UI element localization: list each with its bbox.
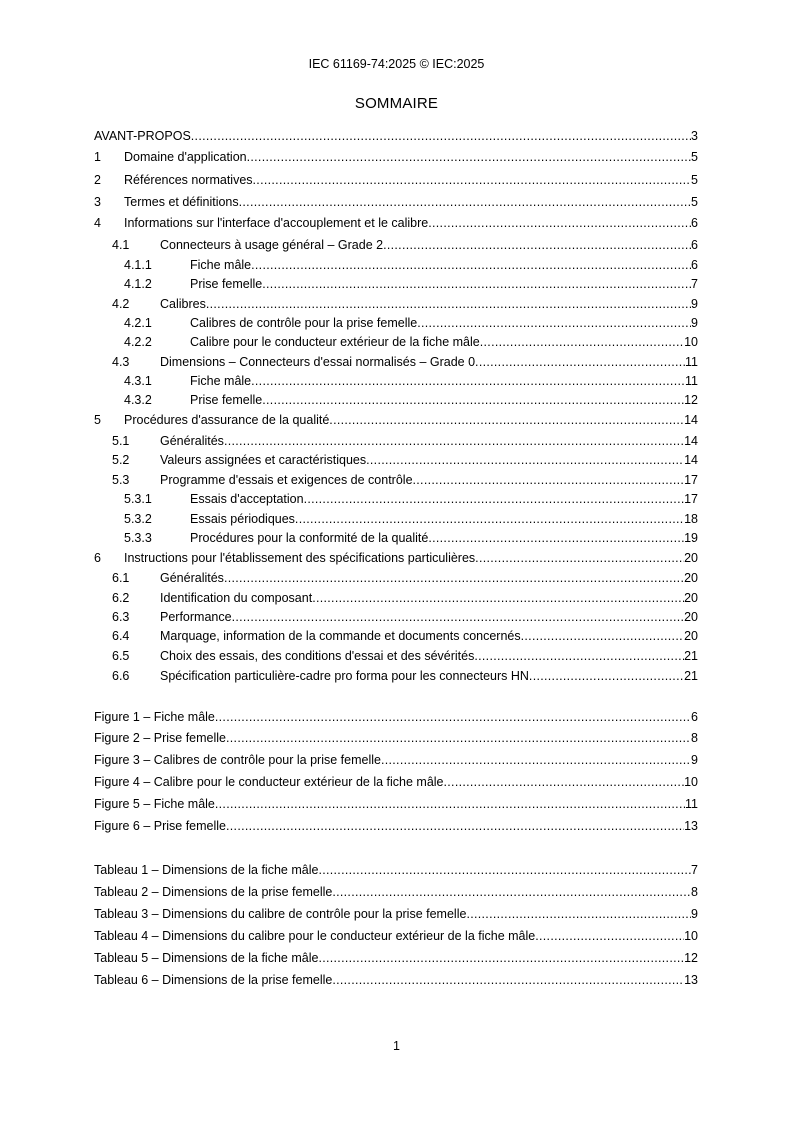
toc-entry-number: 5.3.3	[124, 531, 152, 545]
toc-entry-label: Termes et définitions	[124, 195, 239, 209]
dot-leader	[383, 237, 691, 253]
toc-entry-label: Fiche mâle	[190, 374, 252, 388]
toc-entry-number: 6.3	[112, 610, 130, 624]
toc-entry-page: 11	[685, 355, 698, 369]
toc-entry-page: 7	[691, 863, 698, 877]
toc-entry-page: 9	[691, 907, 698, 921]
toc-entry-label: Connecteurs à usage général – Grade 2	[160, 238, 384, 252]
toc-entry-number: 6.6	[112, 669, 130, 683]
dot-leader	[329, 412, 684, 428]
toc-entry-number: 4.2.1	[124, 316, 152, 330]
toc-entry-label: Informations sur l'interface d'accouplement et le calibre	[124, 216, 429, 230]
toc-entry-page: 10	[684, 775, 698, 789]
toc-entry[interactable]	[94, 884, 698, 900]
dot-leader	[191, 128, 691, 144]
dot-leader	[224, 433, 684, 449]
toc-entry-page: 10	[684, 335, 698, 349]
toc-entry[interactable]	[94, 928, 698, 944]
toc-entry-page: 11	[685, 797, 698, 811]
toc-entry[interactable]	[94, 257, 698, 273]
toc-entry-number: 4	[94, 216, 101, 230]
toc-entry-number: 4.3.1	[124, 374, 152, 388]
toc-entry-label: Performance	[160, 610, 232, 624]
dot-leader	[475, 550, 684, 566]
toc-entry-page: 9	[691, 316, 698, 330]
toc-entry-page: 20	[684, 629, 698, 643]
toc-entry-label: Valeurs assignées et caractéristiques	[160, 453, 367, 467]
toc-entry-label: Tableau 2 – Dimensions de la prise femelle	[94, 885, 333, 899]
toc-entry-label: Procédures d'assurance de la qualité	[124, 413, 330, 427]
dot-leader	[262, 392, 684, 408]
toc-entry-number: 1	[94, 150, 101, 164]
toc-entry-number: 4.1.1	[124, 258, 152, 272]
toc-entry[interactable]	[94, 511, 698, 527]
toc-entry-page: 10	[684, 929, 698, 943]
toc-entry[interactable]	[94, 668, 698, 684]
dot-leader	[466, 906, 691, 922]
dot-leader	[247, 149, 691, 165]
toc-entry-label: Calibres	[160, 297, 206, 311]
toc-entry-label: Tableau 4 – Dimensions du calibre pour le conducteur extérieur de la fiche mâle	[94, 929, 536, 943]
toc-entry-label: Identification du composant	[160, 591, 313, 605]
toc-entry-page: 5	[691, 195, 698, 209]
dot-leader	[332, 972, 684, 988]
toc-entry-label: Généralités	[160, 571, 224, 585]
toc-entry[interactable]	[94, 530, 698, 546]
toc-entry[interactable]	[94, 862, 698, 878]
dot-leader	[521, 628, 684, 644]
toc-entry[interactable]	[94, 433, 698, 449]
toc-entry-label: AVANT-PROPOS	[94, 129, 191, 143]
toc-entry-number: 4.1.2	[124, 277, 152, 291]
toc-entry[interactable]	[94, 550, 698, 566]
toc-entry[interactable]	[94, 194, 698, 210]
toc-entry[interactable]	[94, 818, 698, 834]
toc-entry[interactable]	[94, 491, 698, 507]
toc-entry[interactable]	[94, 276, 698, 292]
dot-leader	[366, 452, 684, 468]
toc-entry-label: Marquage, information de la commande et documents concernés	[160, 629, 521, 643]
toc-entry-number: 6.4	[112, 629, 130, 643]
toc-entry[interactable]	[94, 609, 698, 625]
toc-entry-label: Références normatives	[124, 173, 253, 187]
toc-entry-label: Tableau 3 – Dimensions du calibre de contrôle pour la prise femelle	[94, 907, 467, 921]
document-header: IEC 61169-74:2025 © IEC:2025	[308, 57, 485, 71]
toc-entry-page: 8	[691, 731, 698, 745]
toc-entry-label: Généralités	[160, 434, 224, 448]
toc-entry-number: 6	[94, 551, 101, 565]
toc-entry-label: Figure 2 – Prise femelle	[94, 731, 227, 745]
toc-entry[interactable]	[94, 215, 698, 231]
toc-entry-page: 19	[684, 531, 698, 545]
toc-entry-number: 6.1	[112, 571, 130, 585]
toc-entry-page: 17	[684, 492, 698, 506]
toc-entry-label: Tableau 6 – Dimensions de la prise femelle	[94, 973, 333, 987]
toc-entry-page: 6	[691, 710, 698, 724]
toc-entry-label: Calibre pour le conducteur extérieur de la fiche mâle	[190, 335, 480, 349]
toc-entry-label: Spécification particulière-cadre pro forma pour les connecteurs HN	[160, 669, 529, 683]
dot-leader	[312, 590, 684, 606]
toc-entry-page: 5	[691, 173, 698, 187]
toc-entry-page: 21	[684, 649, 698, 663]
dot-leader	[295, 511, 684, 527]
toc-entry[interactable]	[94, 452, 698, 468]
toc-entry-page: 6	[691, 216, 698, 230]
page-number: 1	[393, 1039, 400, 1053]
toc-entry-number: 4.3	[112, 355, 130, 369]
toc-entry-number: 4.2.2	[124, 335, 152, 349]
toc-entry-page: 20	[684, 610, 698, 624]
dot-leader	[444, 774, 685, 790]
dot-leader	[226, 818, 684, 834]
toc-entry-page: 12	[684, 951, 698, 965]
toc-entry-label: Figure 4 – Calibre pour le conducteur extérieur de la fiche mâle	[94, 775, 444, 789]
dot-leader	[304, 491, 685, 507]
dot-leader	[215, 709, 691, 725]
dot-leader	[224, 570, 684, 586]
dot-leader	[318, 862, 691, 878]
toc-entry-page: 6	[691, 238, 698, 252]
toc-entry-label: Domaine d'application	[124, 150, 247, 164]
toc-entry[interactable]	[94, 472, 698, 488]
toc-entry-page: 11	[685, 374, 698, 388]
page-title: SOMMAIRE	[354, 95, 439, 112]
toc-entry[interactable]	[94, 128, 698, 144]
dot-leader	[215, 796, 685, 812]
toc-entry-label: Calibres de contrôle pour la prise femelle	[190, 316, 418, 330]
dot-leader	[232, 609, 685, 625]
toc-entry-number: 5.3.2	[124, 512, 152, 526]
toc-entry[interactable]	[94, 237, 698, 253]
toc-entry-label: Prise femelle	[190, 277, 263, 291]
toc-entry-number: 5.2	[112, 453, 130, 467]
toc-entry-page: 20	[684, 551, 698, 565]
toc-entry-page: 21	[684, 669, 698, 683]
toc-entry-page: 17	[684, 473, 698, 487]
dot-leader	[206, 296, 691, 312]
dot-leader	[226, 730, 691, 746]
toc-entry-label: Instructions pour l'établissement des spécifications particulières	[124, 551, 476, 565]
toc-entry-label: Prise femelle	[190, 393, 263, 407]
toc-entry[interactable]	[94, 730, 698, 746]
toc-entry[interactable]	[94, 709, 698, 725]
toc-entry-label: Choix des essais, des conditions d'essai et des sévérités	[160, 649, 475, 663]
toc-entry-page: 13	[684, 973, 698, 987]
toc-entry-label: Figure 1 – Fiche mâle	[94, 710, 215, 724]
toc-entry-number: 5	[94, 413, 101, 427]
toc-entry[interactable]	[94, 354, 698, 370]
dot-leader	[381, 752, 691, 768]
dot-leader	[251, 373, 685, 389]
toc-entry-label: Tableau 1 – Dimensions de la fiche mâle	[94, 863, 319, 877]
toc-entry-page: 14	[684, 434, 698, 448]
toc-entry-page: 12	[684, 393, 698, 407]
toc-entry-number: 6.2	[112, 591, 130, 605]
toc-entry-page: 20	[684, 591, 698, 605]
toc-entry-page: 14	[684, 453, 698, 467]
dot-leader	[480, 334, 684, 350]
dot-leader	[413, 472, 685, 488]
toc-entry[interactable]	[94, 412, 698, 428]
toc-entry-label: Essais périodiques	[190, 512, 295, 526]
toc-entry-number: 5.3	[112, 473, 130, 487]
toc-entry[interactable]	[94, 315, 698, 331]
toc-entry-label: Procédures pour la conformité de la qualité	[190, 531, 429, 545]
toc-entry[interactable]	[94, 373, 698, 389]
dot-leader	[318, 950, 684, 966]
toc-entry-number: 4.1	[112, 238, 130, 252]
toc-entry-number: 5.1	[112, 434, 130, 448]
dot-leader	[239, 194, 691, 210]
dot-leader	[475, 354, 685, 370]
dot-leader	[428, 530, 684, 546]
toc-entry-label: Figure 3 – Calibres de contrôle pour la prise femelle	[94, 753, 381, 767]
dot-leader	[474, 648, 684, 664]
toc-entry-label: Programme d'essais et exigences de contrôle	[160, 473, 413, 487]
toc-entry[interactable]	[94, 774, 698, 790]
toc-entry-page: 8	[691, 885, 698, 899]
toc-entry-number: 3	[94, 195, 101, 209]
toc-entry[interactable]	[94, 172, 698, 188]
dot-leader	[535, 928, 684, 944]
toc-entry-page: 18	[684, 512, 698, 526]
toc-entry-label: Figure 5 – Fiche mâle	[94, 797, 215, 811]
toc-entry-number: 2	[94, 173, 101, 187]
toc-entry-number: 6.5	[112, 649, 130, 663]
toc-entry-page: 9	[691, 297, 698, 311]
toc-entry-page: 9	[691, 753, 698, 767]
toc-entry[interactable]	[94, 906, 698, 922]
toc-entry-page: 7	[691, 277, 698, 291]
dot-leader	[253, 172, 692, 188]
toc-entry-label: Dimensions – Connecteurs d'essai normalisés – Grade 0	[160, 355, 476, 369]
toc-entry[interactable]	[94, 972, 698, 988]
toc-entry-page: 6	[691, 258, 698, 272]
toc-entry-page: 5	[691, 150, 698, 164]
toc-entry[interactable]	[94, 796, 698, 812]
toc-entry-label: Essais d'acceptation	[190, 492, 304, 506]
toc-entry-label: Figure 6 – Prise femelle	[94, 819, 227, 833]
dot-leader	[428, 215, 691, 231]
dot-leader	[262, 276, 691, 292]
toc-entry-page: 14	[684, 413, 698, 427]
toc-entry-page: 20	[684, 571, 698, 585]
dot-leader	[332, 884, 691, 900]
toc-entry-number: 5.3.1	[124, 492, 152, 506]
toc-entry[interactable]	[94, 296, 698, 312]
dot-leader	[529, 668, 684, 684]
toc-entry[interactable]	[94, 950, 698, 966]
toc-entry[interactable]	[94, 570, 698, 586]
toc-entry-page: 13	[684, 819, 698, 833]
dot-leader	[417, 315, 691, 331]
toc-entry[interactable]	[94, 752, 698, 768]
toc-entry[interactable]	[94, 590, 698, 606]
toc-entry[interactable]	[94, 392, 698, 408]
toc-entry-label: Tableau 5 – Dimensions de la fiche mâle	[94, 951, 319, 965]
toc-entry[interactable]	[94, 149, 698, 165]
toc-entry-label: Fiche mâle	[190, 258, 252, 272]
toc-entry[interactable]	[94, 628, 698, 644]
toc-entry-number: 4.3.2	[124, 393, 152, 407]
toc-entry-number: 4.2	[112, 297, 130, 311]
toc-entry[interactable]	[94, 334, 698, 350]
toc-entry[interactable]	[94, 648, 698, 664]
dot-leader	[251, 257, 691, 273]
toc-entry-page: 3	[691, 129, 698, 143]
